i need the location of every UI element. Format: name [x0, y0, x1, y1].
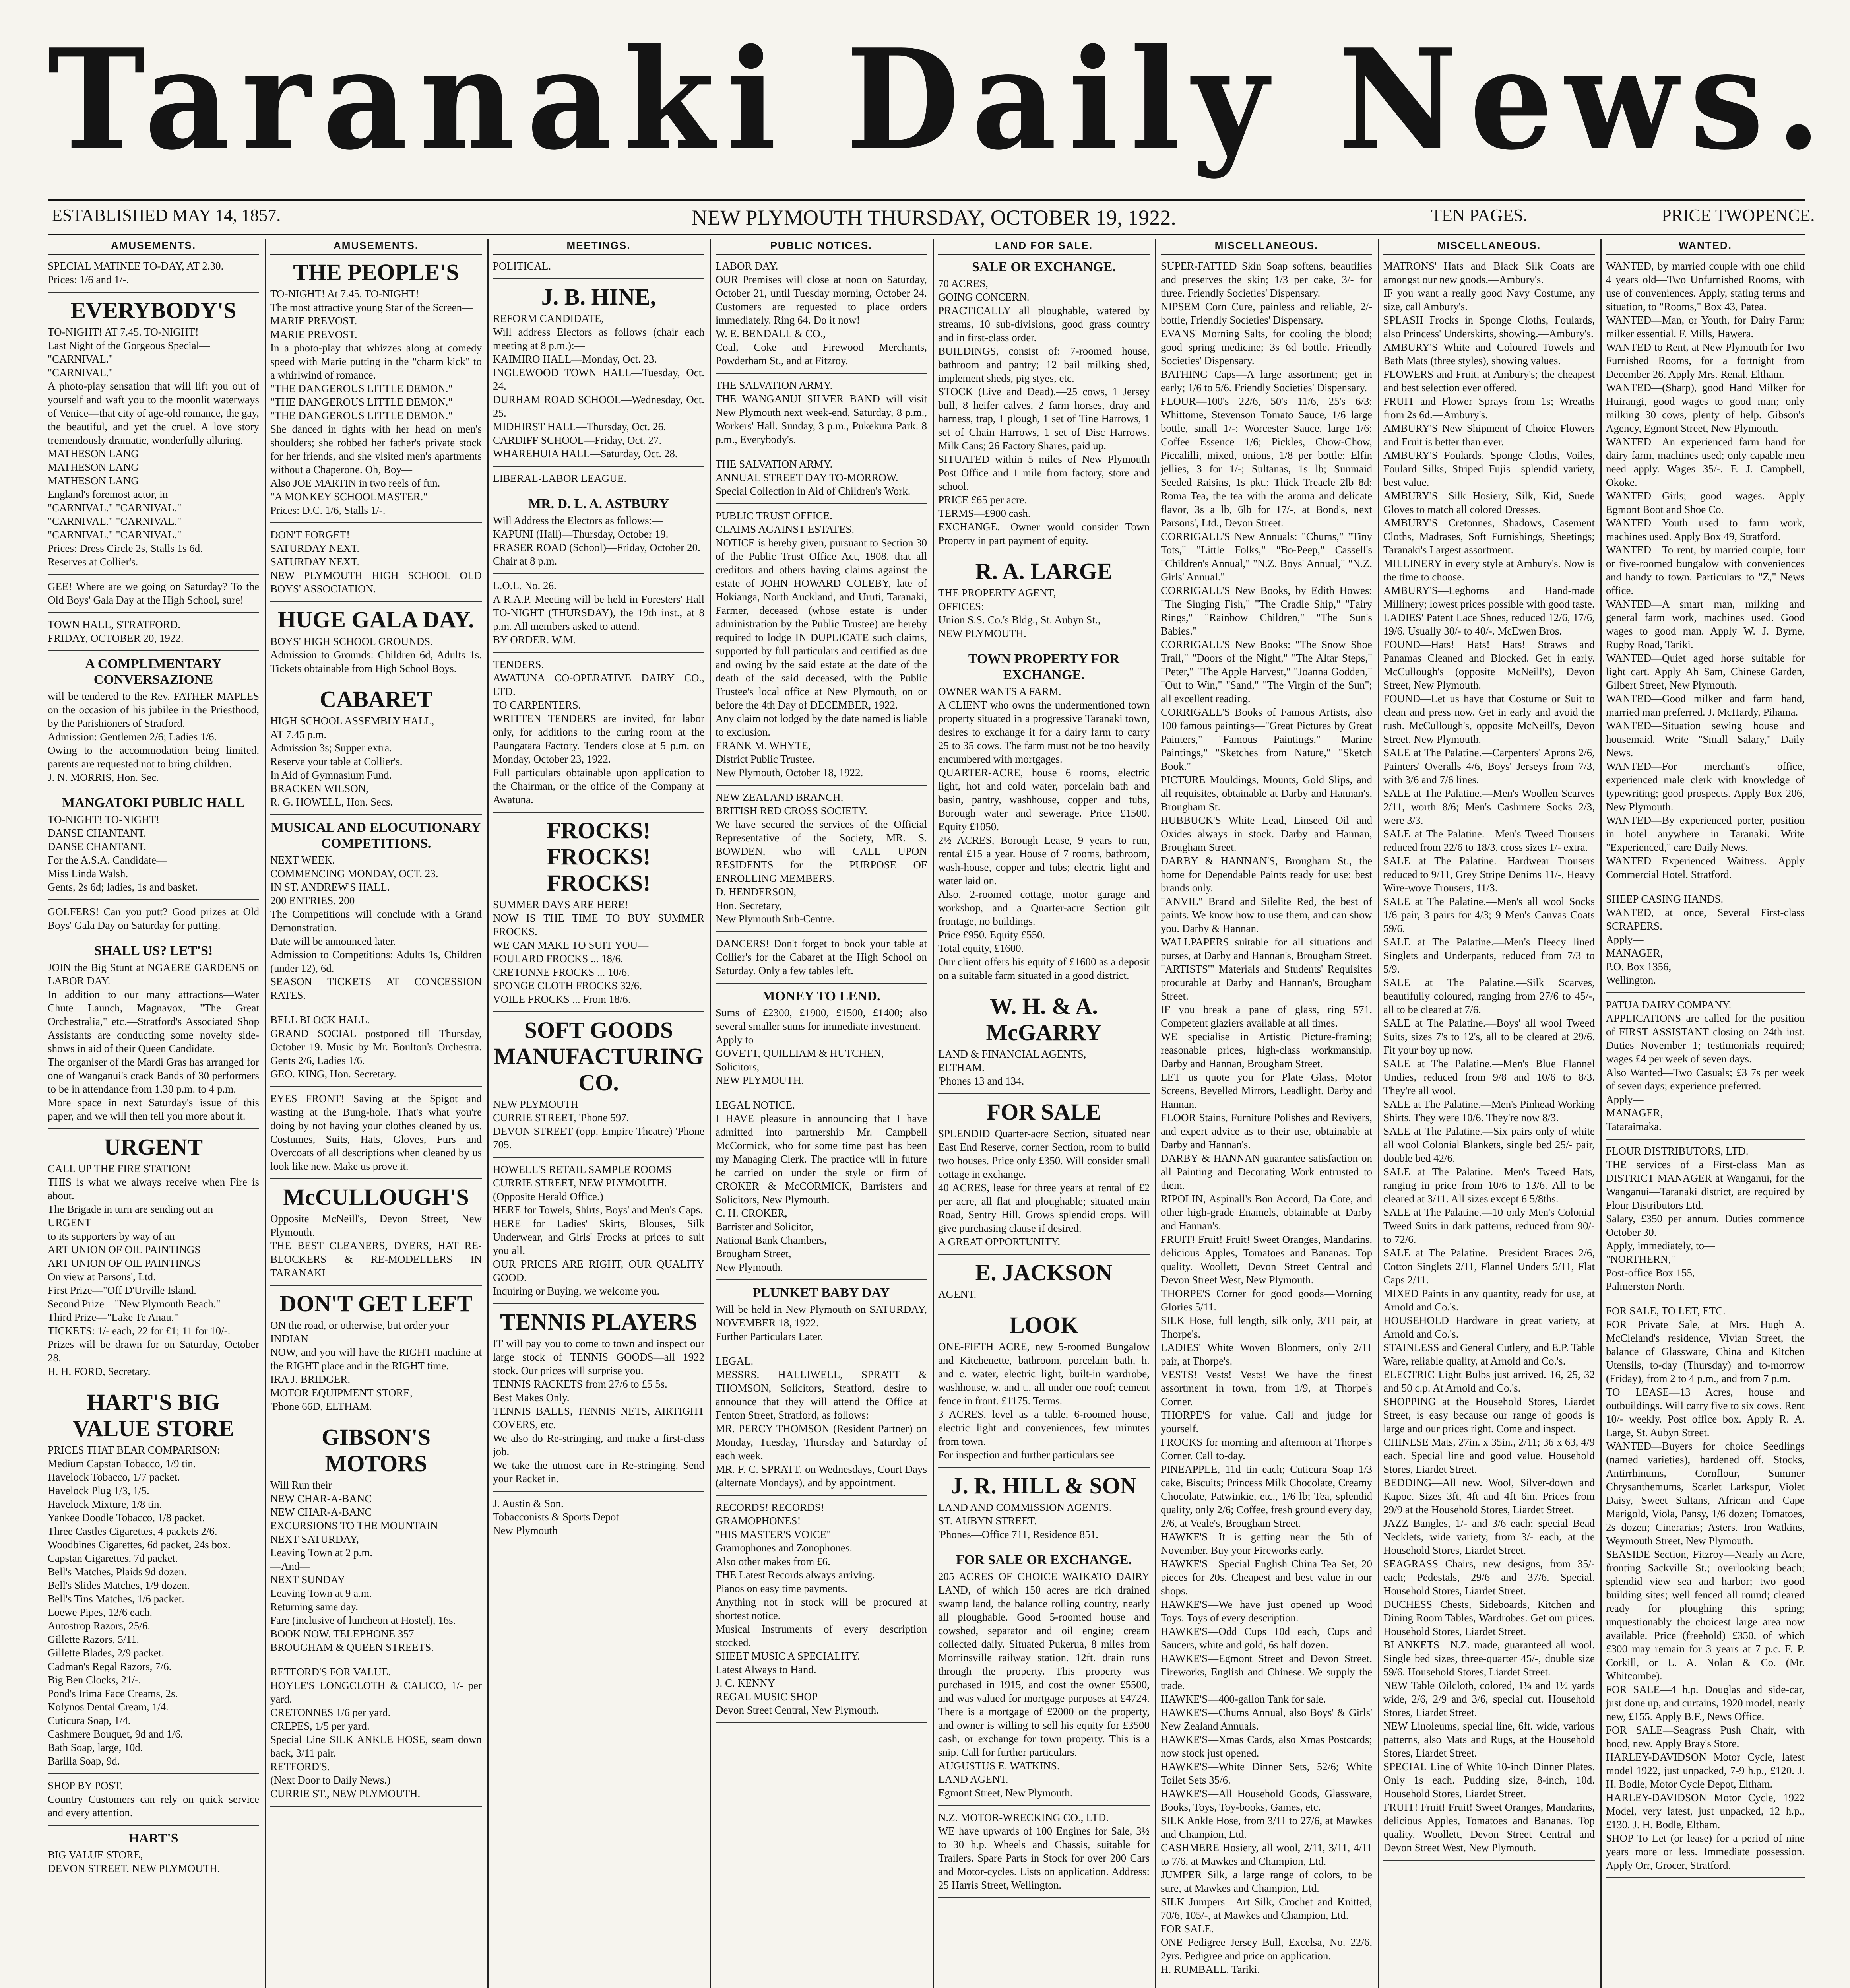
advertisement [270, 820, 482, 1002]
advertisement [48, 1779, 259, 1819]
advertisement [48, 618, 259, 645]
advertisement-separator [48, 1128, 259, 1129]
advertisement-text: N.Z. MOTOR-WRECKING CO., LTD. WE have upwards of 100 Engines for Sale, 3½ to 30 h.p. Wheels and Chassis, suitable for Trailers. Spare Parts in Stock for over 200 Cars and Motor-cycles. Lists on application. Address: 25 Harris Street, Wellington. [938, 1811, 1150, 1891]
advertisement-heading: PLUNKET BABY DAY [752, 1285, 890, 1300]
advertisement-heading: LOOK [1009, 1312, 1079, 1338]
advertisement-text: ON the road, or otherwise, but order your INDIAN NOW, and you will have the RIGHT machine at the RIGHT place and in the RIGHT time. IRA J. BRIDGER, MOTOR EQUIPMENT STORE, 'Phone 66D, ELTHAM. [270, 1319, 482, 1412]
advertisement [493, 1309, 704, 1485]
advertisement-heading: W. H. & A. McGARRY [986, 993, 1102, 1045]
dateline-rule [48, 234, 1805, 235]
advertisement [716, 509, 927, 779]
advertisement [938, 558, 1150, 640]
advertisement [716, 790, 927, 926]
advertisement-text: Sums of £2300, £1900, £1500, £1400; also several smaller sums for immediate investment. Apply to— GOVETT, QUILLIAM & HUTCHEN, Solicitors, NEW PLYMOUTH. [716, 1007, 927, 1086]
advertisement [493, 496, 704, 568]
advertisement-text: LAND AND COMMISSION AGENTS. ST. AUBYN STREET. 'Phones—Office 711, Residence 851. [938, 1501, 1112, 1540]
advertisement [1606, 1144, 1805, 1293]
advertisement-text: 205 ACRES OF CHOICE WAIKATO DAIRY LAND, of which 150 acres are rich drained swamp land, the balance rolling country, nearly all ploughable. Good 5-roomed house and cowshed, separator and oil engine; cream collected daily. Situated Pukerua, 8 miles from Morrinsville railway station. 12ft. drain runs through the property. This property was purchased in 1915, and cost the owner £5500, and was valued for mortgage purposes at £4724. There is a mortgage of £2000 on the property, and owner is willing to sell his equity for £3500 cash, or exchange for town property. This is a snip. Call for further particulars. AUGUSTUS E. WATKINS. LAND AGENT. Egmont Street, New Plymouth. [938, 1571, 1150, 1799]
advertisement-separator [493, 1157, 704, 1158]
column-heading: PUBLIC NOTICES. [716, 239, 927, 255]
advertisement [48, 259, 259, 286]
advertisement [270, 1424, 482, 1654]
advertisement [493, 1163, 704, 1298]
advertisement [48, 1831, 259, 1875]
dateline [48, 203, 1815, 231]
advertisement-heading: FROCKS! FROCKS! FROCKS! [547, 817, 651, 896]
advertisement-text: will be tendered to the Rev. FATHER MAPLES on the occasion of his jubilee in the Priesthood, by the Parishioners of Stratford. Admission: Gentlemen 2/6; Ladies 1/6. Owing to the accommodation being limited, parents are requested not to bring children. J. N. MORRIS, Hon. Sec. [48, 690, 259, 783]
advertisement [716, 1354, 927, 1489]
advertisement-heading: MUSICAL AND ELOCUTIONARY COMPETITIONS. [271, 820, 481, 851]
advertisement-heading: McCULLOUGH'S [283, 1184, 469, 1210]
column-3 [493, 239, 704, 1988]
advertisement-separator [493, 652, 704, 653]
advertisement-text: RETFORD'S FOR VALUE. HOYLE'S LONGCLOTH & CALICO, 1/- per yard. CRETONNES 1/6 per yard. CREPES, 1/5 per yard. Special Line SILK ANKLE HOSE, seam down back, 3/11 pair. RETFORD'S. (Next Door to Daily News.) CURRIE ST., NEW PLYMOUTH. [270, 1666, 482, 1800]
column-heading: MISCELLANEOUS. [1383, 239, 1595, 255]
advertisement [48, 297, 259, 569]
advertisement-separator [270, 814, 482, 815]
advertisement [1606, 998, 1805, 1133]
advertisement-text: HIGH SCHOOL ASSEMBLY HALL, AT 7.45 p.m. Admission 3s; Supper extra. Reserve your table at Collier's. In Aid of Gymnasium Fund. BRACKEN WILSON, R. G. HOWELL, Hon. Secs. [270, 715, 434, 808]
price-text: PRICE TWOPENCE. [1662, 206, 1815, 225]
advertisement-separator [716, 1495, 927, 1496]
advertisement [716, 1501, 927, 1717]
advertisement-heading: J. B. HINE, [541, 284, 656, 310]
advertisement [48, 1389, 259, 1768]
advertisement [493, 259, 704, 273]
advertisement-text: TO-NIGHT! TO-NIGHT! DANSE CHANTANT. DANSE CHANTANT. For the A.S.A. Candidate— Miss Linda Walsh. Gents, 2s 6d; ladies, 1s and basket. [48, 813, 198, 893]
advertisement-heading: R. A. LARGE [975, 558, 1113, 584]
place-date-text: NEW PLYMOUTH THURSDAY, OCTOBER 19, 1922. [692, 206, 1176, 229]
advertisement-text: THE SALVATION ARMY. ANNUAL STREET DAY TO-MORROW. Special Collection in Aid of Children's Work. [716, 458, 911, 497]
advertisement-separator [48, 650, 259, 651]
advertisement-text: REFORM CANDIDATE, Will address Electors as follows (chair each meeting at 8 p.m.):— KAIMIRO HALL—Monday, Oct. 23. INGLEWOOD TOWN HALL—Tuesday, Oct. 24. DURHAM ROAD SCHOOL—Wednesday, Oct. 25. MIDHIRST HALL—Thursday, Oct. 26. CARDIFF SCHOOL—Friday, Oct. 27. WHAREHUIA HALL—Saturday, Oct. 28. [493, 313, 704, 460]
advertisement-separator [938, 1467, 1150, 1468]
advertisement [493, 284, 704, 460]
advertisement [938, 1552, 1150, 1800]
column-divider [265, 239, 266, 1988]
advertisement [1606, 1304, 1805, 1872]
advertisement [270, 1184, 482, 1279]
advertisement [716, 988, 927, 1087]
advertisement [270, 686, 482, 809]
column-6 [1161, 239, 1372, 1988]
advertisement [48, 580, 259, 607]
advertisement-separator [716, 983, 927, 984]
advertisement-text: Opposite McNeill's, Devon Street, New Plymouth. THE BEST CLEANERS, DYERS, HAT RE-BLOCKERS & RE-MODELLERS IN TARANAKI [270, 1213, 482, 1279]
masthead-title: Taranaki Daily News. [48, 18, 1833, 181]
advertisement [716, 1285, 927, 1343]
advertisement-text: WANTED, by married couple with one child 4 years old—Two Unfurnished Rooms, with use of conveniences. Apply, stating terms and situation, to "Rooms," Box 43, Patea. WANTED—Man, or Youth, for Dairy Farm; milker essential. F. Mills, Hawera. WANTED to Rent, at New Plymouth for Two Furnished Rooms, for a fortnight from December 26. Apply Mrs. Renal, Eltham. WANTED—(Sharp), good Hand Milker for Huirangi, good wages to good man; only milking 30 cows, plenty of help. Gibson's Agency, Egmont Street, New Plymouth. WANTED—An experienced farm hand for dairy farm, machines used; only capable men need apply. Wages 35/-. F. J. Campbell, Okoke. WANTED—Girls; good wages. Apply Egmont Boot and Shoe Co. WANTED—Youth used to farm work, machines used. Apply Box 49, Stratford. WANTED—To rent, by married couple, four or five-roomed bungalow with conveniences and handy to town. Particulars to "Z," News office. WANTED—A smart man, milking and general farm work, machines used. Good wages to good man. Apply W. J. Byrne, Rugby Road, Tariki. WANTED—Quiet aged horse suitable for light cart. Apply Ah Sam, Chinese Garden, Gilbert Street, New Plymouth. WANTED—Good milker and farm hand, married man preferred. J. McHardy, Pihama. WANTED—Situation sewing house and housemaid. Write "Small Salary," Daily News. WANTED—For merchant's office, experienced male clerk with knowledge of typewriting; good prospects. Apply Box 206, New Plymouth. WANTED—By experienced porter, position in hotel anywhere in Taranaki. Write "Experienced," care Daily News. WANTED—Experienced Waitress. Apply Commercial Hotel, Stratford. [1606, 260, 1805, 880]
advertisement-separator [270, 1086, 482, 1087]
column-divider [1155, 239, 1156, 1988]
advertisement-separator [48, 899, 259, 900]
advertisement-separator [493, 812, 704, 813]
advertisement-heading: E. JACKSON [975, 1260, 1113, 1285]
advertisement-heading: URGENT [104, 1134, 203, 1160]
column-divider [710, 239, 711, 1988]
advertisement-text: PRICES THAT BEAR COMPARISON: Medium Capstan Tobacco, 1/9 tin. Havelock Tobacco, 1/7 packet. Havelock Plug 1/3, 1/5. Havelock Mixture, 1/8 tin. Yankee Doodle Tobacco, 1/8 packet. Three Castles Cigarettes, 4 packets 2/6. Woodbines Cigarettes, 6d packet, 24s box. Capstan Cigarettes, 7d packet. Bell's Matches, Plaids 9d dozen. Bell's Slides Matches, 1/9 dozen. Bell's Tins Matches, 1/6 packet. Loewe Pipes, 12/6 each. Autostrop Razors, 25/6. Gillette Razors, 5/11. Gillette Blades, 2/9 packet. Cadman's Regal Razors, 7/6. Big Ben Clocks, 21/-. Pond's Irima Face Creams, 2s. Kolynos Dental Cream, 1/4. Cuticura Soap, 1/4. Cashmere Bouquet, 9d and 1/6. Bath Soap, large, 10d. Barilla Soap, 9d. [48, 1444, 231, 1767]
advertisement-text: ONE-FIFTH ACRE, new 5-roomed Bungalow and Kitchenette, bathroom, porcelain bath, h. and c. water, electric light, built-in wardrobe, washhouse, w. and t., all under one roof; cement fence in front. £1175. Terms. 3 ACRES, level as a table, 6-roomed house, electric light and conveniences, few minutes from town. For inspection and further particulars see— [938, 1341, 1150, 1461]
advertisement-text: DON'T FORGET! SATURDAY NEXT. SATURDAY NEXT. NEW PLYMOUTH HIGH SCHOOL OLD BOYS' ASSOCIATION. [270, 529, 482, 595]
advertisement-text: FOR SALE, TO LET, ETC. FOR Private Sale, at Mrs. Hugh A. McCleland's residence, Vivian Street, the balance of Glassware, China and Kitchen Utensils, to-day (Thursday) and to-morrow (Friday), from 2 to 4 p.m., and from 7 p.m. TO LEASE—13 Acres, house and outbuildings. Will carry five to six cows. Rent 10/- weekly. Post office box. Apply R. A. Large, St. Aubyn Street. WANTED—Buyers for choice Seedlings (named varieties), hardened off. Stocks, Antirrhinums, Cornflour, Summer Chrysanthemums, Scarlet Larkspur, Violet Daisy, Sweet Sultans, African and Cape Marigold, Viola, Pansy, 1/6 dozen; Tomatoes, 2s dozen; Cinerarias; Asters. Iron Watkins, Weymouth Street, New Plymouth. SEASIDE Section, Fitzroy—Nearly an Acre, fronting Sackville St.; overlooking beach; splendid view sea and harbor; two good building sites; well fenced all round; cleared ready for ploughing this spring; unquestionably the choicest large area now available. Price (freehold) £350, of which £300 may remain for 3 years at 7 p.c. F. P. Corkill, or L. A. Nolan & Co. (Mr. Whitcombe). FOR SALE—4 h.p. Douglas and side-car, just done up, and curtains, 1920 model, nearly new, £155. Apply B.F., News Office. FOR SALE—Seagrass Push Chair, with hood, new. Apply Bray's Store. HARLEY-DAVIDSON Motor Cycle, latest model 1922, just unpacked, 7-9 h.p., £120. J. H. Bodle, Motor Cycle Depot, Eltham. HARLEY-DAVIDSON Motor Cycle, 1922 Model, very latest, just unpacked, 12 h.p., £130. J. H. Bodle, Eltham. SHOP To Let (or lease) for a period of nine years more or less. Immediate possession. Apply Orr, Grocer, Stratford. [1606, 1305, 1805, 1871]
advertisement [270, 1013, 482, 1081]
advertisement-text: Will Run their NEW CHAR-A-BANC NEW CHAR-A-BANC EXCURSIONS TO THE MOUNTAIN NEXT SATURDAY, Leaving Town at 2 p.m. —And— NEXT SUNDAY Leaving Town at 9 a.m. Returning same day. Fare (inclusive of luncheon at Hostel), 16s. BOOK NOW. TELEPHONE 357 BROUGHAM & QUEEN STREETS. [270, 1479, 456, 1653]
advertisement-text: SUPER-FATTED Skin Soap softens, beautifies and preserves the skin; 1/3 per cake, 3/- for three. Friendly Societies' Dispensary. NIPSEM Corn Cure, painless and reliable, 2/- bottle, Friendly Societies' Dispensary. EVANS' Morning Salts, for cooling the blood; good spring medicine; 3s 6d bottle. Friendly Societies' Dispensary. BATHING Caps—A large assortment; get in early; 1/6 to 5/6. Friendly Societies' Dispensary. FLOUR—100's 22/6, 50's 11/6, 25's 6/3; Whittome, Stevenson Tomato Sauce, 1/6 large bottle, small 1/-; Worcester Sauce, large 1/6; Coffee Essence 1/6; Pickles, Chow-Chow, Piccalilli, mixed, onions, 1/8 per bottle; Elfin jellies, 3 for 1/-; Sultanas, 1s lb; Sunmaid Seeded Raisins, 1s pkt.; Thick Treacle 2lb 8d; Roma Tea, the tea with the aroma and delicate flavor, 3s a lb, 6lb for 17/-, at Bond's, next Parsons', Ltd., Devon Street. CORRIGALL'S New Annuals: "Chums," "Tiny Tots," "Little Folks," "Bo-Peep," Cassell's "Children's Annual," "N.Z. Boys' Annual," "N.Z. Girls' Annual." CORRIGALL'S New Books, by Edith Howes: "The Singing Fish," "The Cradle Ship," "Fairy Rings," "Rainbow Children," "The Sun's Babies." CORRIGALL'S New Books: "The Snow Shoe Trail," "Doors of the Night," "The Altar Steps," "Peter," "The Apple Harvest," "Joanna Godden," "Out to Win," "Sand," "The Virgin of the Sun"; all excellent reading. CORRIGALL'S Books of Famous Artists, also 100 famous paintings—"Great Pictures by Great Painters," "Famous Paintings," "Marine Paintings," "Sketches from Nature," "Sketch Book." PICTURE Mouldings, Mounts, Gold Slips, and all requisites, obtainable at Darby and Hannan's, Brougham St. HUBBUCK'S White Lead, Linseed Oil and Oxides always in stock. Darby and Hannan, Brougham Street. DARBY & HANNAN'S, Brougham St., the home for Dependable Paints ready for use; best brands only. "ANVIL" Brand and Silelite Red, the best of paints. We know how to use them, and can show you. Darby & Hannan. WALLPAPERS suitable for all situations and purses, at Darby and Hannan's, Brougham Street. "ARTISTS'" Materials and Students' Requisites procurable at Darby and Hannan's, Brougham Street. IF you break a pane of glass, ring 571. Competent glaziers available at all times. WE specialise in Artistic Picture-framing; reasonable prices, high-class workmanship. Darby and Hannan, Brougham Street. LET us quote you for Plate Glass, Motor Screens, Bevelled Mirrors, Leadlight. Darby and Hannan. FLOOR Stains, Furniture Polishes and Revivers, and expert advice as to their use, obtainable at Darby and Hannan's. DARBY & HANNAN guarantee satisfaction on all Painting and Decorating Work entrusted to them. RIPOLIN, Aspinall's Bon Accord, Da Cote, and other high-grade Enamels, obtainable at Darby and Hannan's. FRUIT! Fruit! Fruit! Sweet Oranges, Mandarins, delicious Apples, Tomatoes and Bananas. Top quality. Woollett, Devon Street Central and Devon Street West, New Plymouth. THORPE'S Corner for good goods—Morning Glories 5/11. SILK Hose, full length, silk only, 3/11 pair, at Thorpe's. LADIES' White Woven Bloomers, only 2/11 pair, at Thorpe's. VESTS! Vests! Vests! We have the finest assortment in town, from 1/9, at Thorpe's Corner. THORPE'S for value. Call and judge for yourself. FROCKS for morning and afternoon at Thorpe's Corner. Call to-day. PINEAPPLE, 11d tin each; Cuticura Soap 1/3 cake, Biscuits; Princess Milk Chocolate, Creamy Chocolate, Patwinkie, etc., 1/6 lb; Tea, splendid quality, only 2/6; Coffee, fresh ground every day, 2/6, at Veale's, Brougham Street. HAWKE'S—It is getting near the 5th of November. Buy your Fireworks early. HAWKE'S—Special English China Tea Set, 20 pieces for 20s. Cheapest and best value in our shops. HAWKE'S—We have just opened up Wood Toys. Toys of every description. HAWKE'S—Odd Cups 10d each, Cups and Saucers, white and gold, 6s half dozen. HAWKE'S—Egmont Street and Devon Street. Fireworks, English and Chinese. We supply the trade. HAWKE'S—400-gallon Tank for sale. HAWKE'S—Chums Annual, also Boys' & Girls' New Zealand Annuals. HAWKE'S—Xmas Cards, also Xmas Postcards; now stock just opened. HAWKE'S—White Dinner Sets, 52/6; White Toilet Sets 35/6. HAWKE'S—All Household Goods, Glassware, Books, Toys, Toy-books, Games, etc. SILK Ankle Hose, from 3/11 to 27/6, at Mawkes and Champion, Ltd. CASHMERE Hosiery, all wool, 2/11, 3/11, 4/11 to 7/6, at Mawkes and Champion, Ltd. JUMPER Silk, a large range of colors, to be sure, at Mawkes and Champion, Ltd. SILK Jumpers—Art Silk, Crochet and Knitted, 70/6, 105/-, at Mawkes and Champion, Ltd. FOR SALE. ONE Pedigree Jersey Bull, Excelsa, No. 22/6, 2yrs. Pedigree and price on application. H. RUMBALL, Tariki. [1161, 260, 1372, 1975]
advertisement-text: MATRONS' Hats and Black Silk Coats are amongst our new goods.—Ambury's. IF you want a really good Navy Costume, any size, call Ambury's. SPLASH Frocks in Sponge Cloths, Foulards, also Princess' Underskirts, showing.—Ambury's. AMBURY'S White and Coloured Towels and Bath Mats (three styles), showing values. FLOWERS and Fruit, at Ambury's; the cheapest and best selection ever offered. FRUIT and Flower Sprays from 1s; Wreaths from 2s 6d.—Ambury's. AMBURY'S New Shipment of Choice Flowers and Fruit is better than ever. AMBURY'S Foulards, Sponge Cloths, Voiles, Foulard Silks, Striped Fujis—splendid variety, best value. AMBURY'S—Silk Hosiery, Silk, Kid, Suede Gloves to match all colored Dresses. AMBURY'S—Cretonnes, Shadows, Casement Cloths, Madrases, Soft Furnishings, Sheetings; Taranaki's Largest assortment. MILLINERY in every style at Ambury's. Now is the time to choose. AMBURY'S—Leghorns and Hand-made Millinery; lowest prices possible with good taste. LADIES' Patent Lace Shoes, reduced 12/6, 17/6, 19/6. Usually 30/- to 40/-. McEwen Bros. FOUND—Hats! Hats! Hats! Straws and Panamas Cleaned and Blocked. Get in early. McCullough's (opposite McNeill's), Devon Street, New Plymouth. FOUND—Let us have that Costume or Suit to clean and press now. Get in early and avoid the rush. McCullough's, opposite McNeill's, Devon Street, New Plymouth. SALE at The Palatine.—Carpenters' Aprons 2/6, Painters' Overalls 4/6, Boys' Jerseys from 7/3, with 3/6 and 7/6 lines. SALE at The Palatine.—Men's Woollen Scarves 2/11, worth 8/6; Men's Cashmere Socks 2/3, were 3/3. SALE at The Palatine.—Men's Tweed Trousers reduced from 22/6 to 18/3, cross sizes 1/- extra. SALE at The Palatine.—Hardwear Trousers reduced to 9/11, Grey Stripe Denims 11/-, Heavy Wire-wove Trousers, 11/3. SALE at The Palatine.—Men's all wool Socks 1/6 pair, 3 pairs for 4/3; 9 Men's Canvas Coats 59/6. SALE at The Palatine.—Men's Fleecy lined Singlets and Underpants, reduced from 7/3 to 5/9. SALE at The Palatine.—Silk Scarves, beautifully coloured, ranging from 27/6 to 45/-, all to be cleared at 7/6. SALE at The Palatine.—Boys' all wool Tweed Suits, sizes 7's to 12's, all to be cleared at 29/6. Fit your boy up now. SALE at The Palatine.—Men's Blue Flannel Undies, reduced from 9/8 and 10/6 to 8/3. They're all wool. SALE at The Palatine.—Men's Pinhead Working Shirts. They were 10/6. They're now 8/3. SALE at The Palatine.—Six pairs only of white all wool Colonial Blankets, single bed 25/- pair, double bed 42/6. SALE at The Palatine.—Men's Tweed Hats, ranging in price from 10/6 to 13/6. All to be cleared at 3/11. All sizes except 6 5/8ths. SALE at The Palatine.—10 only Men's Colonial Tweed Suits in dark patterns, reduced from 90/- to 72/6. SALE at The Palatine.—President Braces 2/6, Cotton Singlets 2/11, Flannel Unders 5/11, Flat Caps 2/11. MIXED Paints in any quantity, ready for use, at Arnold and Co.'s. HOUSEHOLD Hardware in great variety, at Arnold and Co.'s. STAINLESS and General Cutlery, and E.P. Table Ware, reliable quality, at Arnold and Co.'s. ELECTRIC Light Bulbs just arrived. 16, 25, 32 and 50 c.p. At Arnold and Co.'s. SHOPPING at the Household Stores, Liardet Street, is easy because our range of goods is large and our prices right. Come and inspect. CHINESE Mats, 27in. x 35in., 2/11; 36 x 63, 4/9 each. Special line and good value. Household Stores, Liardet Street. BEDDING—All new. Wool, Silver-down and Kapoc. Sizes 3ft, 4ft and 4ft 6in. Prices from 29/9 at the Household Stores, Liardet Street. JAZZ Bangles, 1/- and 3/6 each; special Bead Necklets, wide variety, from 3/- each, at the Household Stores, Liardet Street. SEAGRASS Chairs, new designs, from 35/- each; Pedestals, 29/6 and 37/6. Special. Household Stores, Liardet Street. DUCHESS Chests, Sideboards, Kitchen and Dining Room Tables, Wardrobes. Get our prices. Household Stores, Liardet Street. BLANKETS—N.Z. made, guaranteed all wool. Single bed sizes, three-quarter 45/-, double size 59/6. Household Stores, Liardet Street. NEW Table Oilcloth, colored, 1¼ and 1½ yards wide, 2/6, 2/9 and 3/6, special cut. Household Stores, Liardet Street. NEW Linoleums, special line, 6ft. wide, various patterns, also Mats and Rugs, at the Household Stores, Liardet Street. SPECIAL Line of White 10-inch Dinner Plates. Only 1s each. Pudding size, 8-inch, 10d. Household Stores, Liardet Street. FRUIT! Fruit! Fruit! Sweet Oranges, Mandarins, delicious Apples, Tomatoes and Bananas. Top quality. Woollett, Devon Street Central and Devon Street West, New Plymouth. [1383, 260, 1595, 1854]
column-divider [933, 239, 934, 1988]
advertisement-separator [716, 785, 927, 786]
advertisement-text: CALL UP THE FIRE STATION! THIS is what we always receive when Fire is about. The Brigade in turn are sending out an URGENT to its supporters by way of an ART UNION OF OIL PAINTINGS ART UNION OF OIL PAINTINGS On view at Parsons', Ltd. First Prize—"Off D'Urville Island. Second Prize—"New Plymouth Beach." Third Prize—"Lake Te Anau." TICKETS: 1/- each, 22 for £1; 11 for 10/-. Prizes will be drawn for on Saturday, October 28. H. H. FORD, Secretary. [48, 1163, 259, 1377]
advertisement-separator [270, 522, 482, 523]
advertisement-separator [1606, 1139, 1805, 1140]
advertisement-text: TOWN HALL, STRATFORD. FRIDAY, OCTOBER 20, 1922. [48, 619, 184, 644]
advertisement-text: BOYS' HIGH SCHOOL GROUNDS. Admission to Grounds: Children 6d, Adults 1s. Tickets obtainable from High School Boys. [270, 635, 482, 674]
advertisement-heading: HUGE GALA DAY. [278, 607, 474, 633]
advertisement [270, 1291, 482, 1413]
advertisement-separator [938, 1093, 1150, 1094]
advertisement-separator [1606, 992, 1805, 993]
advertisement [1161, 259, 1372, 1976]
advertisement-text: NEW ZEALAND BRANCH, BRITISH RED CROSS SOCIETY. We have secured the services of the Official Representative of the Society, MR. S. BOWDEN, who will CALL UPON RESIDENTS for the PURPOSE OF ENROLLING MEMBERS. D. HENDERSON, Hon. Secretary, New Plymouth Sub-Centre. [716, 791, 927, 925]
advertisement [1606, 259, 1805, 881]
advertisement [48, 943, 259, 1123]
advertisement-separator [493, 466, 704, 467]
advertisement [938, 651, 1150, 982]
advertisement [938, 1312, 1150, 1462]
advertisement-heading: TENNIS PLAYERS [500, 1309, 697, 1335]
advertisement-separator [1383, 1860, 1595, 1861]
advertisement-separator [493, 573, 704, 574]
advertisement-text: SUMMER DAYS ARE HERE! NOW IS THE TIME TO BUY SUMMER FROCKS. WE CAN MAKE TO SUIT YOU— FOULARD FROCKS ... 18/6. CRETONNE FROCKS ... 10/6. SPONGE CLOTH FROCKS 32/6. VOILE FROCKS ... From 18/6. [493, 899, 704, 1005]
masthead [48, 12, 1833, 199]
advertisement-separator [938, 1805, 1150, 1806]
advertisement-separator [270, 1178, 482, 1179]
column-heading: MEETINGS. [493, 239, 704, 255]
advertisement-heading: DON'T GET LEFT [279, 1291, 473, 1316]
advertisement-separator [270, 1285, 482, 1286]
advertisement-text: L.O.L. No. 26. A R.A.P. Meeting will be held in Foresters' Hall TO-NIGHT (THURSDAY), the 19th inst., at 8 p.m. All members asked to attend. BY ORDER. W.M. [493, 580, 704, 646]
advertisement-separator [493, 1491, 704, 1492]
advertisement-separator [493, 1011, 704, 1012]
advertisement-heading: SHALL US? LET'S! [94, 944, 213, 958]
advertisement-heading: FOR SALE [986, 1099, 1101, 1125]
advertisement-separator [938, 1897, 1150, 1898]
advertisement-heading: MANGATOKI PUBLIC HALL [62, 796, 245, 810]
advertisement-text: 70 ACRES, GOING CONCERN. PRACTICALLY all ploughable, watered by streams, 10 sub-divisions, good grass country and in first-class order. BUILDINGS, consist of: 7-roomed house, bathroom and pantry; 12 bail milking shed, implement sheds, pig styes, etc. STOCK (Live and Dead).—25 cows, 1 Jersey bull, 8 heifer calves, 2 farm horses, dray and harness, trap, 1 plough, 1 set of Tine Harrows, 1 set of Chain Harrows, 1 set of Disc Harrows. Milk Cans; 26 Factory Shares, paid up. SITUATED within 5 miles of New Plymouth Post Office and 1 mile from factory, store and school. PRICE £65 per acre. TERMS—£900 cash. EXCHANGE.—Owner would consider Town Property in part payment of equity. [938, 278, 1150, 546]
advertisement-text: LIBERAL-LABOR LEAGUE. [493, 472, 626, 484]
advertisement-heading: TOWN PROPERTY FOR EXCHANGE. [968, 652, 1120, 682]
advertisement [938, 259, 1150, 547]
advertisement [493, 1497, 704, 1537]
advertisement-text: RECORDS! RECORDS! GRAMOPHONES! "HIS MASTER'S VOICE" Gramophones and Zonophones. Also other makes from £6. THE Latest Records always arriving. Pianos on easy time payments. Anything not in stock will be procured at shortest notice. Musical Instruments of every description stocked. SHEET MUSIC A SPECIALITY. Latest Always to Hand. J. C. KENNY REGAL MUSIC SHOP Devon Street Central, New Plymouth. [716, 1501, 927, 1716]
advertisement-text: DANCERS! Don't forget to book your table at Collier's for the Cabaret at the High School on Saturday. Only a few tables left. [716, 938, 927, 977]
advertisement-separator [270, 601, 482, 602]
advertisement-separator [716, 1279, 927, 1280]
advertisement [270, 528, 482, 596]
column-2 [270, 239, 482, 1988]
advertisement-text: OWNER WANTS A FARM. A CLIENT who owns the undermentioned town property situated in a progressive Taranaki town, desires to exchange it for a dairy farm to carry 25 to 35 cows. The farm must not be too heavily encumbered with mortgages. QUARTER-ACRE, house 6 rooms, electric light, hot and cold water, porcelain bath and basin, pantry, washhouse, copper and tubs, Borough water and sewerage. Price £1500. Equity £1050. 2½ ACRES, Borough Lease, 9 years to run, rental £15 a year. House of 7 rooms, bathroom, wash-house, copper and tubs; electric light and water laid on. Also, 2-roomed cottage, motor garage and workshop, and a Quarter-acre Section gilt frontage, no buildings. Price £950. Equity £550. Total equity, £1600. Our client offers his equity of £1600 as a deposit on a suitable farm situated in a good district. [938, 685, 1150, 981]
advertisement-text: PUBLIC TRUST OFFICE. CLAIMS AGAINST ESTATES. NOTICE is hereby given, pursuant to Section 30 of the Public Trust Office Act, 1908, that all creditors and others having claims against the estate of JOHN HOWARD COLEBY, late of Hokianga, North Auckland, and Uruti, Taranaki, Farmer, deceased (whose estate is under administration by the Public Trustee) are hereby required to lodge IN DUPLICATE such claims, supported by full particulars and certified as due and owing by the said estate at the date of the death of the said deceased, with the Public Trustee's local office at New Plymouth, on or before the 4th Day of DECEMBER, 1922. Any claim not lodged by the date named is liable to exclusion. FRANK M. WHYTE, District Public Trustee. New Plymouth, October 18, 1922. [716, 510, 927, 779]
advertisement [270, 1665, 482, 1800]
advertisement-separator [1606, 1877, 1805, 1878]
column-heading: MISCELLANEOUS. [1161, 239, 1372, 255]
advertisement-separator [716, 373, 927, 374]
column-heading: WANTED. [1606, 239, 1805, 255]
masthead-rule [48, 199, 1805, 201]
advertisement-heading: J. R. HILL & SON [951, 1473, 1137, 1499]
advertisement-heading: HART'S BIG VALUE STORE [73, 1389, 234, 1441]
advertisement [716, 937, 927, 977]
advertisement-text: BELL BLOCK HALL. GRAND SOCIAL postponed till Thursday, October 19. Music by Mr. Boulton's Orchestra. Gents 2/6, Ladies 1/6. GEO. KING, Hon. Secretary. [270, 1014, 482, 1080]
advertisement-text: AGENT. [938, 1288, 977, 1300]
advertisement-text: THE SALVATION ARMY. THE WANGANUI SILVER BAND will visit New Plymouth next week-end, Saturday, 8 p.m., Workers' Hall. Sunday, 3 p.m., Pukekura Park. 8 p.m., Everybody's. [716, 379, 927, 445]
advertisement [938, 1811, 1150, 1892]
established-text: ESTABLISHED MAY 14, 1857. [52, 206, 281, 225]
advertisement [48, 656, 259, 784]
advertisement-text: THE PROPERTY AGENT, OFFICES: Union S.S. Co.'s Bldg., St. Aubyn St., NEW PLYMOUTH. [938, 587, 1101, 639]
advertisement-text: NEXT WEEK. COMMENCING MONDAY, OCT. 23. IN ST. ANDREW'S HALL. 200 ENTRIES. 200 The Competitions will conclude with a Grand Demonstration. Date will be announced later. Admission to Competitions: Adults 1s, Children (under 12), 6d. SEASON TICKETS AT CONCESSION RATES. [270, 854, 482, 1001]
advertisement [716, 457, 927, 498]
advertisement-heading: CABARET [320, 686, 432, 712]
advertisement-text: HOWELL'S RETAIL SAMPLE ROOMS CURRIE STREET, NEW PLYMOUTH. (Opposite Herald Office.) HERE for Towels, Shirts, Boys' and Men's Caps. HERE for Ladies' Skirts, Blouses, Silk Underwear, and Girls' Frocks at prices to suit you all. OUR PRICES ARE RIGHT, OUR QUALITY GOOD. Inquiring or Buying, we welcome you. [493, 1163, 704, 1297]
advertisement-separator [48, 1825, 259, 1826]
advertisement-text: LEGAL NOTICE. I HAVE pleasure in announcing that I have admitted into partnership Mr. Campbell McCormick, who for some time past has been my Managing Clerk. The practice will in future be carried on under the style or firm of CROKER & McCORMICK, Barristers and Solicitors, New Plymouth. C. H. CROKER, Barrister and Solicitor, National Bank Chambers, Brougham Street, New Plymouth. [716, 1099, 927, 1273]
column-divider [1600, 239, 1602, 1988]
advertisement-text: FLOUR DISTRIBUTORS, LTD. THE services of a First-class Man as DISTRICT MANAGER at Wanganui, for the Wanganui—Taranaki district, are required by Flour Distributors Ltd. Salary, £350 per annum. Duties commence October 30. Apply, immediately, to— "NORTHERN," Post-office Box 155, Palmerston North. [1606, 1145, 1805, 1292]
advertisement-text: NEW PLYMOUTH CURRIE STREET, 'Phone 597. DEVON STREET (opp. Empire Theatre) 'Phone 705. [493, 1098, 704, 1151]
advertisement-text: LAND & FINANCIAL AGENTS, ELTHAM. 'Phones 13 and 134. [938, 1048, 1086, 1087]
advertisement [493, 817, 704, 1006]
advertisement-text: JOIN the Big Stunt at NGAERE GARDENS on LABOR DAY. In addition to our many attractions—Water Chute Launch, Magnavox, "The Great Orchestralia," etc.—Stratford's Associated Shop Assistants are conducting some novelty side-shows in aid of their Queen Candidate. The organiser of the Mardi Gras has arranged for one of Wanganui's crack Bands of 30 performers to be in attendance from 1.30 p.m. to 4 p.m. More space in next Saturday's issue of this paper, and we will then tell you more about it. [48, 961, 259, 1122]
column-heading: AMUSEMENTS. [270, 239, 482, 255]
advertisement [493, 1017, 704, 1151]
advertisement-text: EYES FRONT! Saving at the Spigot and wasting at the Bung-hole. That's what you're doing by not having your clothes cleaned by us. Costumes, Suits, Hats, Gloves, Furs and Overcoats of all descriptions when cleaned by us look like new. Make us prove it. [270, 1093, 482, 1172]
advertisement [493, 658, 704, 806]
advertisement [48, 795, 259, 894]
advertisement-heading: GIBSON'S MOTORS [322, 1424, 431, 1476]
advertisement-separator [493, 1303, 704, 1304]
advertisement [716, 1098, 927, 1274]
column-5 [938, 239, 1150, 1988]
advertisement [938, 1099, 1150, 1248]
advertisement-heading: A COMPLIMENTARY CONVERSAZIONE [85, 656, 222, 687]
advertisement-text: SHOP BY POST. Country Customers can rely on quick service and every attention. [48, 1780, 259, 1819]
advertisement-text: SPECIAL MATINEE TO-DAY, AT 2.30. Prices: 1/6 and 1/-. [48, 260, 224, 285]
advertisement-text: TO-NIGHT! At 7.45. TO-NIGHT! The most attractive young Star of the Screen— MARIE PREVOST. MARIE PREVOST. In a photo-play that whizzes along at comedy speed with Marie putting in the "charm kick" to a whirlwind of romance. "THE DANGEROUS LITTLE DEMON." "THE DANGEROUS LITTLE DEMON." "THE DANGEROUS LITTLE DEMON." She danced in tights with her head on men's shoulders; she robbed her father's private stock for her friends, and she visited men's apartments without a Chaperone. Oh, Boy— Also JOE MARTIN in two reels of fun. "A MONKEY SCHOOLMASTER." Prices: D.C. 1/6, Stalls 1/-. [270, 288, 482, 516]
advertisement [48, 1134, 259, 1378]
advertisement-text: TENDERS. AWATUNA CO-OPERATIVE DAIRY CO., LTD. TO CARPENTERS. WRITTEN TENDERS are invited, for labor only, for additions to the curing room at the Paungatara Factory. Tenders close at 5 p.m. on Monday, October 23, 1922. Full particulars obtainable upon application to the Chairman, or the office of the Company at Awatuna. [493, 658, 704, 806]
advertisement-heading: SALE OR EXCHANGE. [972, 260, 1116, 274]
advertisement-separator [48, 292, 259, 293]
advertisement [270, 1092, 482, 1173]
advertisement-separator [716, 1722, 927, 1723]
advertisement-text: SPLENDID Quarter-acre Section, situated near East End Reserve, corner Section, room to build two houses. Price only £350. Will consider small cottage in exchange. 40 ACRES, lease for three years at rental of £2 per acre, all flat and ploughable; situated main Road, Sentry Hill. Grows splendid crops. Will give purchasing clause if desired. A GREAT OPPORTUNITY. [938, 1128, 1150, 1248]
advertisement-separator [716, 931, 927, 932]
advertisement-text: TO-NIGHT! AT 7.45. TO-NIGHT! Last Night of the Gorgeous Special— "CARNIVAL." "CARNIVAL." A photo-play sensation that will lift you out of yourself and waft you to the moonlit waterways of Venice—that city of age-old romance, the gay, the beautiful, and yet the cruel. A love story tremendously dramatic, wonderfully alluring. MATHESON LANG MATHESON LANG MATHESON LANG England's foremost actor, in "CARNIVAL." "CARNIVAL." "CARNIVAL." "CARNIVAL." "CARNIVAL." "CARNIVAL." Prices: Dress Circle 2s, Stalls 1s 6d. Reserves at Collier's. [48, 326, 259, 568]
advertisement [270, 259, 482, 517]
column-heading: LAND FOR SALE. [938, 239, 1150, 255]
column-8 [1606, 239, 1805, 1988]
advertisement-separator [493, 278, 704, 279]
advertisement-separator [48, 574, 259, 575]
advertisement [938, 993, 1150, 1088]
advertisement-text: LABOR DAY. OUR Premises will close at noon on Saturday, October 21, until Tuesday morning, October 24. Customers are requested to place orders immediately. Ring 64. Do it now! W. E. BENDALL & CO., Coal, Coke and Firewood Merchants, Powderham St., and at Fitzroy. [716, 260, 927, 367]
advertisement [1606, 892, 1805, 987]
advertisement [1383, 259, 1595, 1854]
advertisement-text: IT will pay you to come to town and inspect our large stock of TENNIS GOODS—all 1922 stock. Our prices will surprise you. TENNIS RACKETS from 27/6 to £5 5s. Best Makes Only. TENNIS BALLS, TENNIS NETS, AIRTIGHT COVERS, etc. We also do Re-stringing, and make a first-class job. We take the utmost care in Re-stringing. Send your Racket in. [493, 1338, 704, 1485]
advertisement [493, 472, 704, 485]
advertisement-heading: MR. D. L. A. ASTBURY [528, 497, 669, 511]
advertisement-text: LEGAL. MESSRS. HALLIWELL, SPRATT & THOMSON, Solicitors, Stratford, desire to announce that they will attend the Office at Fenton Street, Stratford, as follows: MR. PERCY THOMSON (Resident Partner) on Monday, Tuesday, Thursday and Saturday of each week. MR. F. C. SPRATT, on Wednesdays, Court Days (alternate Mondays), and by appointment. [716, 1355, 927, 1489]
advertisement-text: Will be held in New Plymouth on SATURDAY, NOVEMBER 18, 1922. Further Particulars Later. [716, 1303, 927, 1342]
advertisement [938, 1260, 1150, 1301]
column-1 [48, 239, 259, 1988]
advertisement-text: J. Austin & Son. Tobacconists & Sports Depot New Plymouth [493, 1497, 619, 1536]
advertisement-separator [716, 503, 927, 504]
column-divider [487, 239, 489, 1988]
advertisement-text: GEE! Where are we going on Saturday? To the Old Boys' Gala Day at the High School, sure! [48, 580, 259, 606]
column-7 [1383, 239, 1595, 1988]
advertisement-heading: SOFT GOODS MANUFACTURING CO. [494, 1017, 704, 1095]
advertisement-text: SHEEP CASING HANDS. WANTED, at once, Several First-class SCRAPERS. Apply— MANAGER, P.O. Box 1356, Wellington. [1606, 893, 1805, 986]
advertisement-separator [48, 612, 259, 613]
advertisement-text: PATUA DAIRY COMPANY. APPLICATIONS are called for the position of FIRST ASSISTANT closing on 24th inst. Duties November 1; testimonials required; wages £4 per week of seven days. Also Wanted—Two Casuals; £3 7s per week of seven days; experience preferred. Apply— MANAGER, Tataraimaka. [1606, 999, 1805, 1132]
column-4 [716, 239, 927, 1988]
advertisement [48, 905, 259, 932]
column-heading: AMUSEMENTS. [48, 239, 259, 255]
advertisement-heading: MONEY TO LEND. [762, 989, 880, 1004]
columns-area [48, 239, 1805, 1988]
advertisement-text: GOLFERS! Can you putt? Good prizes at Old Boys' Gala Day on Saturday for putting. [48, 906, 259, 931]
advertisement-heading: EVERYBODY'S [70, 297, 237, 323]
advertisement [716, 259, 927, 367]
advertisement-heading: HART'S [128, 1831, 178, 1846]
advertisement [270, 607, 482, 675]
advertisement-text: BIG VALUE STORE, DEVON STREET, NEW PLYMOUTH. [48, 1849, 220, 1874]
advertisement-heading: THE PEOPLE'S [293, 259, 459, 285]
advertisement-separator [270, 1806, 482, 1807]
advertisement [493, 579, 704, 646]
advertisement-heading: FOR SALE OR EXCHANGE. [956, 1553, 1132, 1567]
advertisement-separator [938, 1254, 1150, 1255]
advertisement-text: POLITICAL. [493, 260, 551, 272]
advertisement-separator [48, 1773, 259, 1774]
advertisement [938, 1473, 1150, 1541]
advertisement-text: Will Address the Electors as follows:— KAPUNI (Hall)—Thursday, October 19. FRASER ROAD (School)—Friday, October 20. Chair at 8 p.m. [493, 514, 700, 567]
advertisement [716, 379, 927, 446]
column-divider [1378, 239, 1379, 1988]
pages-text: TEN PAGES. [1431, 206, 1528, 225]
